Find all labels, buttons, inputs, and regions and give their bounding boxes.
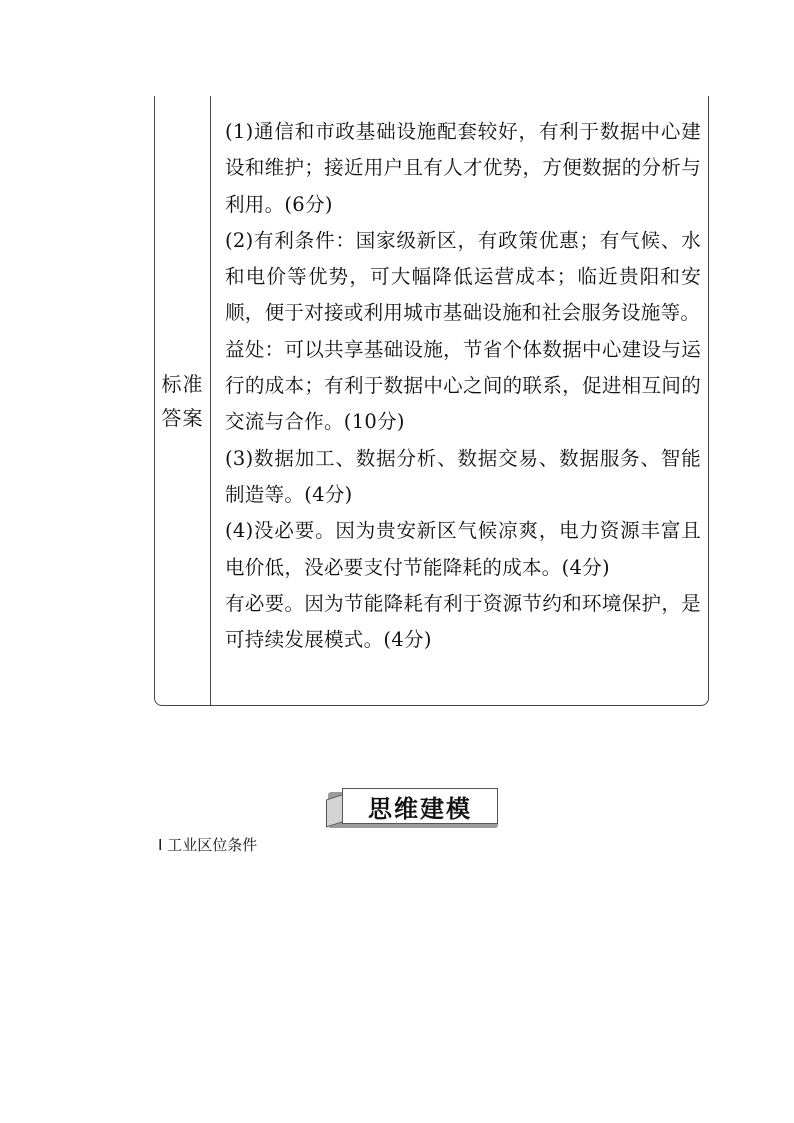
section-heading: Ⅰ 工业区位条件 — [158, 836, 258, 854]
answer-paragraph-6: 有必要。因为节能降耗有利于资源节约和环境保护，是可持续发展模式。(4分) — [225, 591, 701, 652]
answer-paragraph-2: (2)有利条件：国家级新区，有政策优惠；有气候、水和电价等优势，可大幅降低运营成本；临近贵阳和安顺，便于对接或利用城市基础设施和社会服务设施等。 — [225, 228, 701, 325]
answer-paragraph-3: 益处：可以共享基础设施，节省个体数据中心建设与运行的成本；有利于数据中心之间的联系，促进相互间的交流与合作。(10分) — [225, 337, 701, 434]
answer-content — [225, 114, 701, 658]
label-column — [155, 96, 211, 705]
answer-paragraph-4: (3)数据加工、数据分析、数据交易、数据服务、智能制造等。(4分) — [225, 446, 701, 506]
section-banner — [322, 786, 502, 832]
answer-label: 标准答案 — [161, 371, 204, 430]
answer-paragraph-5: (4)没必要。因为贵安新区气候凉爽，电力资源丰富且电价低，没必要支付节能降耗的成本。(4分) — [225, 519, 701, 579]
banner-face — [342, 788, 498, 824]
answer-paragraph-1: (1)通信和市政基础设施配套较好，有利于数据中心建设和维护；接近用户且有人才优势，方便数据的分析与利用。(6分) — [225, 120, 701, 216]
banner-title: 思维建模 — [368, 794, 472, 823]
answer-table — [154, 96, 709, 706]
